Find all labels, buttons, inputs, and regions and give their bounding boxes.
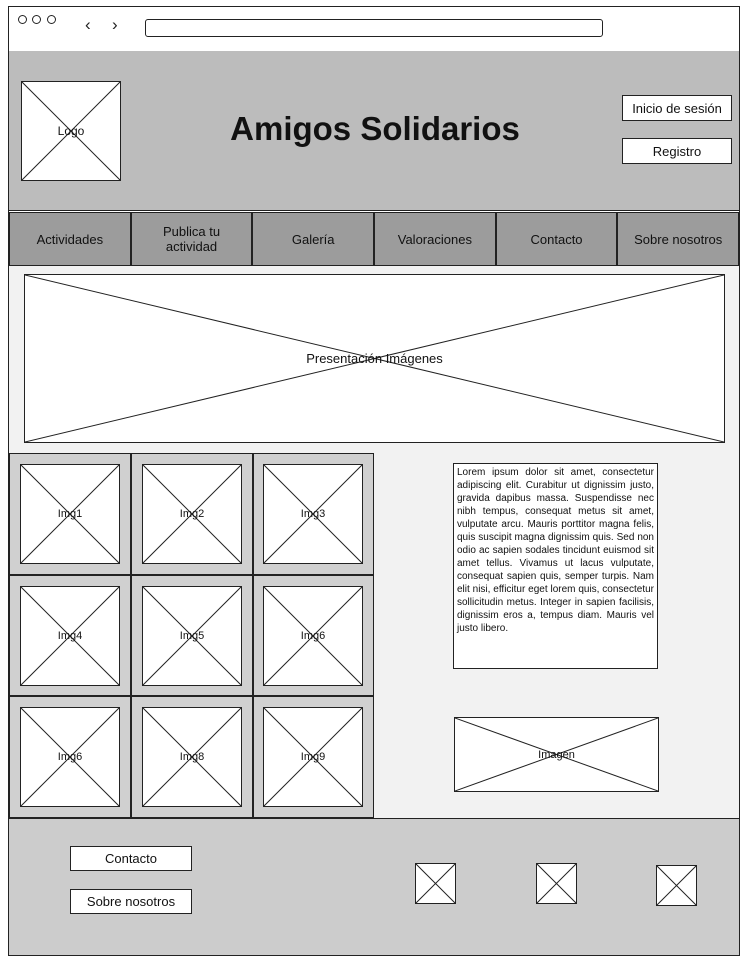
gallery-image[interactable] (263, 464, 363, 564)
nav-item-sobre-nosotros[interactable]: Sobre nosotros (617, 212, 739, 266)
placeholder-cross-icon (416, 864, 455, 903)
gallery-image-label: Img1 (57, 508, 83, 520)
placeholder-cross-icon (657, 866, 696, 905)
placeholder-cross-icon (537, 864, 576, 903)
login-button[interactable]: Inicio de sesión (622, 95, 732, 121)
side-image-label: Imagen (538, 748, 575, 761)
side-image-placeholder[interactable] (454, 717, 659, 792)
forward-arrow-icon[interactable]: › (112, 15, 118, 34)
gallery-image-label: Img6 (300, 630, 326, 642)
nav-item-publica-actividad[interactable]: Publica tu actividad (131, 212, 253, 266)
main-nav (9, 212, 739, 266)
gallery-image[interactable] (263, 586, 363, 686)
footer-contact-button[interactable]: Contacto (70, 846, 192, 871)
gallery-image[interactable] (142, 586, 242, 686)
gallery-image[interactable] (263, 707, 363, 807)
gallery-image-label: Img3 (300, 508, 326, 520)
social-icon-placeholder[interactable] (656, 865, 697, 906)
gallery-image-label: Img6 (57, 751, 83, 763)
window-minimize-control[interactable] (32, 15, 41, 24)
back-arrow-icon[interactable]: ‹ (85, 15, 91, 34)
footer-about-button[interactable]: Sobre nosotros (70, 889, 192, 914)
site-footer (9, 818, 739, 955)
nav-item-actividades[interactable]: Actividades (9, 212, 131, 266)
window-close-control[interactable] (18, 15, 27, 24)
logo-placeholder[interactable] (21, 81, 121, 181)
gallery-image-label: Img4 (57, 630, 83, 642)
logo-label: Logo (57, 124, 85, 138)
description-text: Lorem ipsum dolor sit amet, consectetur adipiscing elit. Curabitur ut dignissim justo, gravida dapibus massa. Suspendisse nec nibh tempus, consequat metus sit amet, vulputate arcu. Mauris porttitor magna felis, quis suscipit magna dignissim quis. Sed non odio ac sapien sodales tincidunt euismod sit amet tellus. Vivamus ut lacus vulputate, consequat sapien quis, semper turpis. Nam elit nisi, efficitur eget lorem quis, consectetur sollicitudin metus. Integer in sapien facilisis, dignissim eros a, tempus diam. Mauris vel justo libero. (453, 463, 658, 669)
gallery-image[interactable] (142, 707, 242, 807)
nav-item-contacto[interactable]: Contacto (496, 212, 618, 266)
nav-item-galeria[interactable]: Galería (252, 212, 374, 266)
gallery-image[interactable] (142, 464, 242, 564)
gallery-image-label: Img5 (179, 630, 205, 642)
nav-item-valoraciones[interactable]: Valoraciones (374, 212, 496, 266)
window-maximize-control[interactable] (47, 15, 56, 24)
gallery-image[interactable] (20, 586, 120, 686)
gallery-image-label: Img2 (179, 508, 205, 520)
address-bar[interactable] (145, 19, 603, 37)
gallery-image-label: Img9 (300, 751, 326, 763)
gallery-image-label: Img8 (179, 751, 205, 763)
gallery-image[interactable] (20, 707, 120, 807)
social-icon-placeholder[interactable] (536, 863, 577, 904)
hero-image-placeholder[interactable] (24, 274, 725, 443)
hero-label: Presentación Imágenes (306, 351, 443, 366)
site-title: Amigos Solidarios (230, 110, 520, 147)
gallery-image[interactable] (20, 464, 120, 564)
register-button[interactable]: Registro (622, 138, 732, 164)
social-icon-placeholder[interactable] (415, 863, 456, 904)
